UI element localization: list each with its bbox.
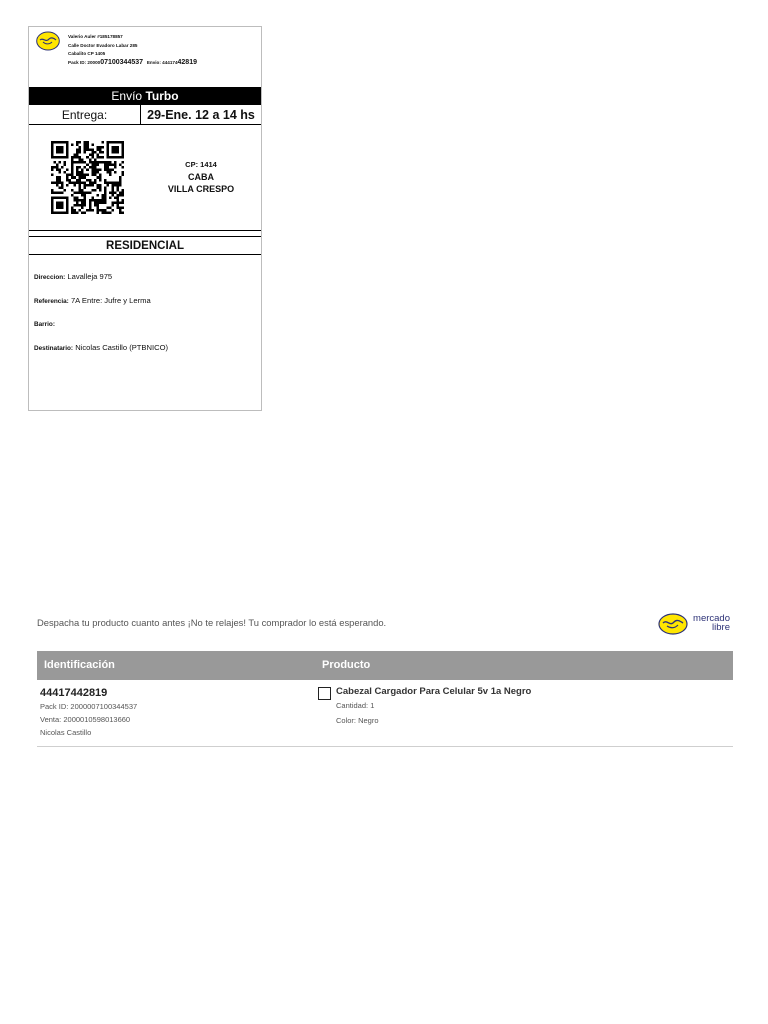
- shipment-id: 44417442819: [40, 687, 108, 699]
- referencia-value: 7A Entre: Jufre y Lerma: [70, 295, 151, 305]
- pack-id: Pack ID: 2000007100344537: [40, 702, 138, 711]
- product-quantity: Cantidad: 1: [336, 701, 375, 710]
- col-producto: Producto: [322, 659, 371, 671]
- destinatario-key: Destinatario:: [34, 344, 74, 352]
- sender-street: Calle Doctor Evadoro Labar 285: [68, 42, 138, 48]
- envio-prefix: Envio: 444174: [146, 59, 178, 65]
- sender-city: Cabalito CP 1405: [68, 51, 106, 57]
- address-barrio: [34, 319, 261, 343]
- zone-type: RESIDENCIAL: [29, 236, 261, 255]
- delivery-label: Entrega:: [29, 105, 141, 124]
- mercadolibre-handshake-icon: [36, 31, 60, 51]
- delivery-window: 29-Ene. 12 a 14 hs: [147, 108, 255, 122]
- delivery-row: [29, 105, 261, 125]
- service-name: Turbo: [145, 89, 179, 103]
- envio-bold: 42819: [177, 58, 197, 66]
- sender-name: Valerio Auler #185178857: [68, 34, 123, 39]
- buyer-name: Nicolas Castillo: [40, 728, 92, 737]
- brand-line2: libre: [712, 622, 730, 633]
- pack-id-prefix: Pack ID: 20000: [68, 59, 101, 65]
- identification-cell: [40, 686, 137, 739]
- destination-city: CABA: [188, 172, 214, 182]
- product-name: Cabezal Cargador Para Celular 5v 1a Negro: [336, 686, 532, 697]
- pack-envio-line: [68, 59, 197, 68]
- address-block: [29, 255, 261, 366]
- label-header: [29, 27, 261, 87]
- destination-barrio: VILLA CRESPO: [167, 184, 235, 194]
- qr-code: [51, 141, 124, 214]
- postal-code: CP: 1414: [185, 160, 217, 169]
- dispatch-note: Despacha tu producto cuanto antes ¡No te relajes! Tu comprador lo está esperando.: [37, 617, 387, 628]
- destinatario-value: Nicolas Castillo (PTBNICO): [75, 342, 169, 352]
- address-direccion: [34, 272, 261, 296]
- product-info: [336, 686, 696, 728]
- col-identificacion: Identificación: [44, 659, 115, 671]
- table-row: [37, 680, 733, 747]
- venta-id: Venta: 2000010598013660: [40, 715, 131, 724]
- referencia-key: Referencia:: [34, 297, 69, 305]
- pack-id-bold: 07100344537: [100, 58, 144, 66]
- brand-line1: mercado: [693, 613, 730, 624]
- product-checkbox[interactable]: [318, 687, 331, 700]
- direccion-key: Direccion:: [34, 274, 66, 281]
- qr-section: [29, 125, 261, 231]
- product-color: Color: Negro: [336, 716, 379, 725]
- barrio-key: Barrio:: [34, 321, 55, 329]
- shipping-label: [28, 26, 262, 411]
- mercadolibre-handshake-icon: [658, 613, 688, 635]
- mercadolibre-logo: [658, 613, 734, 637]
- direccion-value: Lavalleja 975: [67, 272, 113, 281]
- address-destinatario: [34, 343, 261, 367]
- brand-wordmark: [689, 614, 730, 632]
- table-header: [37, 651, 733, 680]
- service-banner: [29, 87, 261, 105]
- sender-block: [68, 33, 197, 67]
- address-referencia: [34, 296, 261, 320]
- destination-block: [159, 159, 243, 195]
- service-prefix: Envío: [111, 89, 143, 103]
